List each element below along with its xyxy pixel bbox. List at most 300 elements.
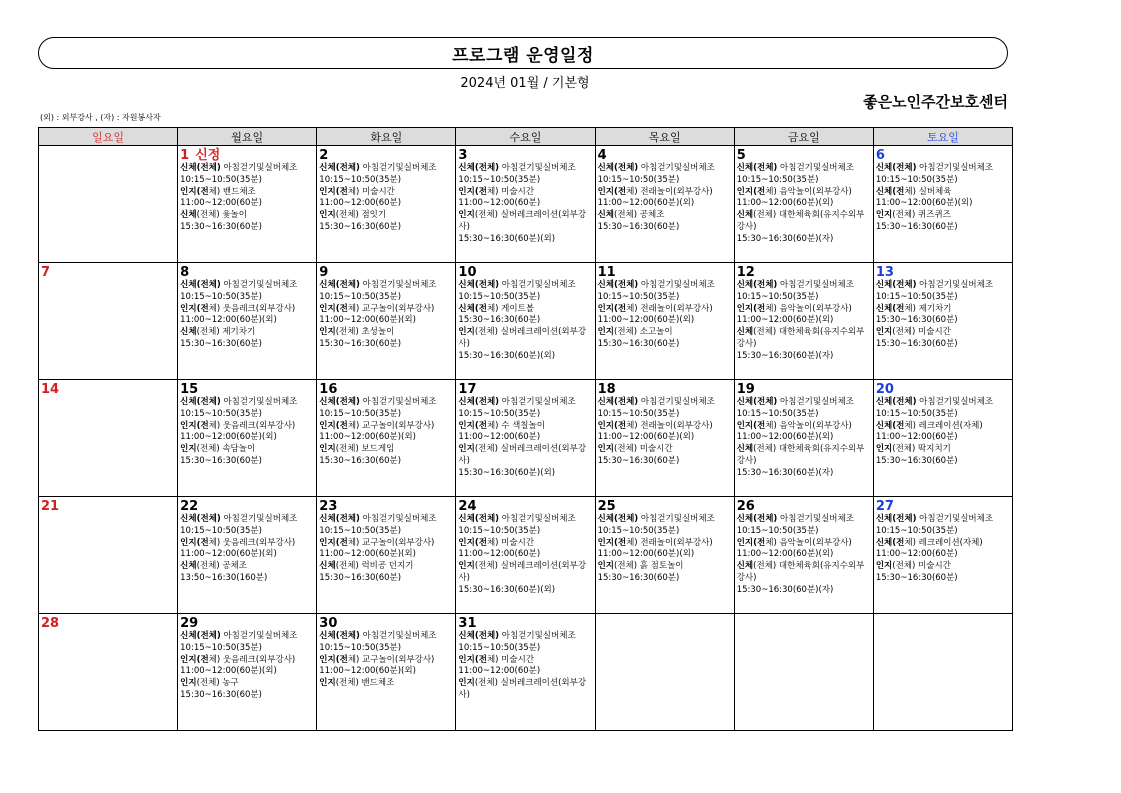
program-category: 인지(전 — [597, 537, 627, 548]
day-number — [876, 265, 1010, 280]
day-cell-thu — [595, 263, 734, 380]
program-time: 11:00~12:00(60분)(외) — [597, 198, 695, 209]
day-number — [41, 382, 175, 397]
program-category: 인지 — [458, 678, 475, 689]
program-name: 체) 게이트볼 — [486, 303, 535, 314]
day-number — [41, 616, 175, 631]
program-time: 10:15~10:50(35분) — [180, 642, 262, 653]
day-number — [41, 499, 175, 514]
program-category: 인지 — [458, 327, 475, 338]
day-number — [598, 148, 732, 163]
program-name: (전체) 농구 — [196, 678, 239, 689]
program-name: 아침걷기및실버체조 — [220, 631, 298, 641]
program-entry — [180, 444, 314, 456]
program-entry — [180, 304, 314, 316]
day-cell-sun — [39, 497, 178, 614]
program-name: (전체) 딱지치기 — [892, 444, 951, 455]
program-category: 인지(전 — [458, 420, 487, 431]
day-number — [458, 382, 592, 397]
program-name: 아침걷기및실버체조 — [916, 163, 994, 173]
day-cell-tue — [317, 380, 456, 497]
program-time: 15:30~16:30(60분) — [875, 338, 958, 349]
program-entry — [319, 561, 453, 573]
program-time: 11:00~12:00(60분)(외) — [180, 432, 277, 443]
program-category: 인지(전 — [736, 537, 766, 548]
program-time: 10:15~10:50(35분) — [736, 525, 819, 536]
program-time: 11:00~12:00(60분)(외) — [597, 315, 695, 326]
day-number — [180, 148, 314, 163]
program-entry — [319, 631, 453, 643]
program-time: 11:00~12:00(60분) — [875, 549, 958, 560]
program-entry — [737, 561, 871, 585]
day-number-value: 6 — [875, 148, 885, 163]
day-cell-wed — [456, 380, 595, 497]
day-number-value: 23 — [319, 499, 338, 514]
program-category: 인지 — [458, 561, 475, 572]
day-number-value: 28 — [41, 616, 60, 631]
program-name: (전체) 미술시간 — [614, 444, 673, 455]
program-name: 체) 밴드체조 — [208, 186, 256, 197]
day-cell-thu — [595, 614, 734, 731]
program-time: 15:30~16:30(60분)(자) — [736, 467, 834, 478]
program-category: 신체(전체) — [180, 514, 221, 524]
program-entry — [458, 444, 592, 468]
program-category: 신체(전체) — [597, 514, 639, 524]
day-number-value: 13 — [875, 265, 894, 280]
program-name: (전체) 퀴즈퀴즈 — [892, 210, 951, 221]
day-number — [737, 382, 871, 397]
day-number-value: 5 — [736, 148, 746, 163]
program-time: 11:00~12:00(60분)(외) — [736, 549, 834, 560]
program-entry — [737, 187, 871, 199]
program-time: 10:15~10:50(35분) — [736, 291, 819, 302]
program-entry — [319, 304, 453, 316]
program-name: (전체) 제기차기 — [196, 327, 256, 338]
program-category: 인지 — [180, 678, 197, 689]
program-name: (전체) 보드게임 — [335, 444, 395, 455]
program-time: 15:30~16:30(60분) — [180, 689, 262, 700]
program-entry — [598, 444, 732, 456]
program-category: 인지 — [458, 210, 475, 221]
program-name: 체) 음악놀이(외부강사) — [765, 186, 852, 197]
program-name: 체) 전래놀이(외부강사) — [626, 303, 713, 314]
day-number-value: 16 — [319, 382, 338, 397]
day-number-value: 25 — [597, 499, 616, 514]
program-entry — [319, 163, 453, 175]
program-category: 신체 — [736, 444, 754, 455]
program-name: 아침걷기및실버체조 — [638, 514, 715, 524]
day-number-value: 24 — [458, 499, 477, 514]
program-time: 11:00~12:00(60분)(외) — [597, 432, 695, 443]
program-entry — [458, 655, 592, 667]
day-cell-mon — [178, 497, 317, 614]
program-time: 11:00~12:00(60분)(외) — [180, 315, 277, 326]
program-time: 10:15~10:50(35분) — [180, 174, 262, 185]
day-cell-sun — [39, 263, 178, 380]
program-name: (전체) 대한체육회(유지수외부강사) — [736, 444, 865, 466]
program-entry — [180, 561, 314, 573]
program-name: 아침걷기및실버체조 — [499, 163, 576, 173]
program-name: (전체) 실버레크레이션(외부강사) — [458, 444, 587, 466]
day-cell-sat — [873, 146, 1012, 263]
program-entry — [180, 421, 314, 433]
program-name: 체) 미술시간 — [486, 186, 535, 197]
program-time: 11:00~12:00(60분) — [458, 198, 541, 209]
program-entry — [319, 327, 453, 339]
program-entry — [876, 538, 1010, 550]
program-time: 10:15~10:50(35분) — [875, 525, 958, 536]
program-entry — [458, 397, 592, 409]
program-name: 체) 음악놀이(외부강사) — [765, 303, 852, 314]
day-number — [319, 265, 453, 280]
program-entry — [458, 678, 592, 702]
program-category: 인지 — [875, 210, 893, 221]
program-entry — [876, 187, 1010, 199]
program-name: 아침걷기및실버체조 — [777, 397, 854, 407]
program-name: 아침걷기및실버체조 — [499, 514, 576, 524]
program-entry — [319, 210, 453, 222]
program-entry — [737, 538, 871, 550]
program-entry — [598, 187, 732, 199]
day-number-value: 19 — [736, 382, 755, 397]
day-cell-sun — [39, 614, 178, 731]
day-cell-mon — [178, 146, 317, 263]
day-cell-sat — [873, 263, 1012, 380]
day-cell-mon — [178, 614, 317, 731]
program-category: 신체(전체) — [319, 163, 360, 173]
program-category: 인지 — [458, 444, 475, 455]
program-entry — [180, 514, 314, 526]
program-category: 인지 — [597, 327, 614, 338]
program-category: 인지(전 — [180, 537, 209, 548]
program-category: 신체 — [736, 561, 754, 572]
day-number-value: 1 — [180, 148, 190, 163]
program-entry — [319, 187, 453, 199]
calendar-week-row — [39, 380, 1013, 497]
program-name: 아침걷기및실버체조 — [916, 514, 994, 524]
day-cell-fri — [734, 614, 873, 731]
program-name: 체) 교구놀이(외부강사) — [347, 537, 435, 548]
program-category: 신체 — [180, 210, 197, 221]
day-number — [737, 265, 871, 280]
program-time: 11:00~12:00(60분)(외) — [597, 549, 695, 560]
program-category: 인지 — [875, 561, 893, 572]
program-entry — [737, 280, 871, 292]
weekday-tue: 화요일 — [317, 128, 456, 146]
program-category: 신체(전체) — [597, 280, 639, 290]
program-name: (전체) 초성놀이 — [335, 327, 395, 338]
organization-name: 좋은노인주간보호센터 — [863, 93, 1008, 111]
program-entry — [737, 421, 871, 433]
program-time: 10:15~10:50(35분) — [597, 174, 680, 185]
program-entry — [458, 187, 592, 199]
program-entry — [876, 421, 1010, 433]
program-time: 11:00~12:00(60분) — [875, 432, 958, 443]
program-name: 아침걷기및실버체조 — [916, 280, 994, 290]
program-time: 10:15~10:50(35분) — [458, 408, 541, 419]
weekday-mon: 월요일 — [178, 128, 317, 146]
program-category: 신체(전체) — [180, 163, 221, 173]
program-entry — [876, 210, 1010, 222]
day-cell-fri — [734, 263, 873, 380]
program-category: 인지 — [319, 678, 336, 689]
program-category: 인지 — [597, 444, 614, 455]
program-category: 신체(전체) — [319, 280, 360, 290]
program-time: 15:30~16:30(60분)(자) — [736, 350, 834, 361]
program-name: 아침걷기및실버체조 — [220, 163, 298, 173]
program-category: 인지(전 — [736, 303, 766, 314]
day-cell-fri — [734, 497, 873, 614]
program-entry — [598, 304, 732, 316]
program-time: 15:30~16:30(60분) — [319, 338, 402, 349]
program-name: 아침걷기및실버체조 — [638, 280, 715, 290]
weekday-header-row — [39, 128, 1013, 146]
day-number — [180, 265, 314, 280]
program-time: 15:30~16:30(60분) — [458, 315, 541, 326]
program-name: 체) 교구놀이(외부강사) — [347, 654, 435, 665]
day-number-value: 11 — [597, 265, 616, 280]
program-entry — [319, 655, 453, 667]
day-number — [737, 148, 871, 163]
program-entry — [319, 421, 453, 433]
program-category: 신체(전 — [458, 303, 487, 314]
program-name: (전체) 대한체육회(유지수외부강사) — [736, 561, 865, 583]
day-number — [458, 616, 592, 631]
program-entry — [598, 538, 732, 550]
day-number — [598, 499, 732, 514]
program-category: 인지 — [319, 444, 336, 455]
program-entry — [876, 163, 1010, 175]
day-number — [876, 382, 1010, 397]
program-category: 신체(전체) — [736, 163, 778, 173]
program-name: (전체) 실버레크레이션(외부강사) — [458, 210, 587, 232]
program-name: (전체) 흙 점토놀이 — [614, 561, 684, 572]
page-subtitle: 2024년 01월 / 기본형 — [460, 76, 590, 91]
program-category: 인지(전 — [319, 420, 348, 431]
program-entry — [458, 280, 592, 292]
day-number — [458, 148, 592, 163]
program-entry — [598, 280, 732, 292]
day-cell-sun — [39, 146, 178, 263]
program-time: 15:30~16:30(60분) — [180, 221, 262, 232]
day-number-value: 12 — [736, 265, 755, 280]
program-name: 아침걷기및실버체조 — [359, 514, 437, 524]
program-time: 11:00~12:00(60분) — [458, 666, 541, 677]
day-cell-wed — [456, 614, 595, 731]
program-time: 11:00~12:00(60분)(외) — [736, 198, 834, 209]
day-cell-sat — [873, 614, 1012, 731]
program-name: 아침걷기및실버체조 — [499, 631, 576, 641]
program-name: 아침걷기및실버체조 — [499, 397, 576, 407]
program-entry — [876, 327, 1010, 339]
program-time: 10:15~10:50(35분) — [319, 525, 402, 536]
program-category: 인지(전 — [597, 420, 627, 431]
program-time: 15:30~16:30(60분) — [875, 572, 958, 583]
legend: (외) : 외부강사 , (자) : 자원봉사자 — [40, 113, 161, 122]
day-number-value: 14 — [41, 382, 60, 397]
program-time: 10:15~10:50(35분) — [458, 291, 541, 302]
program-name: 체) 웃음레크(외부강사) — [208, 420, 296, 431]
day-number-value: 29 — [180, 616, 199, 631]
program-entry — [876, 280, 1010, 292]
day-number-value: 2 — [319, 148, 329, 163]
program-name: 아침걷기및실버체조 — [359, 163, 437, 173]
program-entry — [319, 514, 453, 526]
program-category: 인지(전 — [180, 654, 209, 665]
program-name: 체) 전래놀이(외부강사) — [626, 186, 713, 197]
program-time: 15:30~16:30(60분)(자) — [736, 584, 834, 595]
program-category: 인지 — [597, 561, 614, 572]
program-name: 아침걷기및실버체조 — [777, 514, 854, 524]
program-category: 신체(전체) — [458, 514, 500, 524]
program-name: 체) 전래놀이(외부강사) — [626, 537, 713, 548]
program-entry — [180, 280, 314, 292]
program-name: (전체) 속담놀이 — [196, 444, 256, 455]
program-entry — [737, 514, 871, 526]
day-number-value: 18 — [597, 382, 616, 397]
program-entry — [876, 514, 1010, 526]
day-number — [598, 265, 732, 280]
program-name: 체) 미술시간 — [486, 654, 535, 665]
program-time: 10:15~10:50(35분) — [458, 642, 541, 653]
day-cell-fri — [734, 146, 873, 263]
weekday-wed: 수요일 — [456, 128, 595, 146]
program-name: 체) 전래놀이(외부강사) — [626, 420, 713, 431]
program-category: 인지(전 — [458, 654, 487, 665]
day-number — [876, 148, 1010, 163]
program-name: 체) 웃음레크(외부강사) — [208, 654, 296, 665]
program-category: 신체(전체) — [180, 397, 221, 407]
program-entry — [180, 538, 314, 550]
program-time: 11:00~12:00(60분) — [180, 198, 262, 209]
program-name: (전체) 공체조 — [196, 561, 247, 572]
program-time: 15:30~16:30(60분) — [875, 315, 958, 326]
program-name: (전체) 소고놀이 — [614, 327, 673, 338]
program-name: 체) 미술시간 — [347, 186, 395, 197]
program-time: 15:30~16:30(60분)(외) — [458, 467, 556, 478]
program-name: (전체) 실버레크레이션(외부강사) — [458, 678, 587, 700]
program-name: 체) 레크레이션(자체) — [904, 420, 983, 431]
day-cell-fri — [734, 380, 873, 497]
program-entry — [598, 561, 732, 573]
day-number-value: 15 — [180, 382, 199, 397]
program-name: (전체) 밴드체조 — [335, 678, 395, 689]
program-name: (전체) 대한체육회(유지수외부강사) — [736, 210, 865, 232]
calendar-table — [38, 127, 1013, 731]
day-number — [458, 499, 592, 514]
program-name: 아침걷기및실버체조 — [499, 280, 576, 290]
program-name: 아침걷기및실버체조 — [220, 397, 298, 407]
program-entry — [737, 210, 871, 234]
program-time: 15:30~16:30(60분) — [875, 221, 958, 232]
program-time: 10:15~10:50(35분) — [875, 174, 958, 185]
program-entry — [458, 210, 592, 234]
weekday-sun: 일요일 — [39, 128, 178, 146]
program-category: 인지(전 — [180, 186, 209, 197]
program-time: 10:15~10:50(35분) — [736, 174, 819, 185]
day-number — [180, 499, 314, 514]
program-name: 아침걷기및실버체조 — [916, 397, 994, 407]
day-cell-wed — [456, 146, 595, 263]
program-time: 11:00~12:00(60분) — [458, 549, 541, 560]
day-number — [41, 265, 175, 280]
program-entry — [598, 397, 732, 409]
day-cell-tue — [317, 497, 456, 614]
program-entry — [180, 631, 314, 643]
program-category: 신체(전 — [875, 420, 905, 431]
holiday-label: 신정 — [195, 148, 221, 163]
day-cell-thu — [595, 146, 734, 263]
program-name: 아침걷기및실버체조 — [638, 163, 715, 173]
day-cell-thu — [595, 380, 734, 497]
day-number — [458, 265, 592, 280]
program-category: 신체(전체) — [458, 397, 500, 407]
program-name: 체) 수 색칠놀이 — [486, 420, 545, 431]
program-name: 체) 레크레이션(자체) — [904, 537, 983, 548]
program-time: 11:00~12:00(60분) — [319, 198, 402, 209]
program-time: 10:15~10:50(35분) — [180, 408, 262, 419]
day-number — [319, 148, 453, 163]
program-name: 아침걷기및실버체조 — [359, 397, 437, 407]
calendar-week-row — [39, 497, 1013, 614]
program-category: 신체(전 — [875, 303, 905, 314]
program-category: 신체 — [736, 210, 754, 221]
program-time: 10:15~10:50(35분) — [180, 291, 262, 302]
program-entry — [737, 397, 871, 409]
day-number — [876, 499, 1010, 514]
weekday-sat: 토요일 — [873, 128, 1012, 146]
program-name: (전체) 공체조 — [614, 210, 665, 221]
program-entry — [737, 304, 871, 316]
program-entry — [598, 163, 732, 175]
program-time: 15:30~16:30(60분) — [875, 455, 958, 466]
program-name: 아침걷기및실버체조 — [220, 514, 298, 524]
program-time: 15:30~16:30(60분) — [180, 338, 262, 349]
program-time: 10:15~10:50(35분) — [180, 525, 262, 536]
program-name: 체) 교구놀이(외부강사) — [347, 303, 435, 314]
program-time: 15:30~16:30(60분)(자) — [736, 233, 834, 244]
program-entry — [458, 538, 592, 550]
program-category: 신체(전체) — [736, 397, 778, 407]
program-category: 인지(전 — [319, 537, 348, 548]
program-entry — [598, 327, 732, 339]
program-category: 신체 — [319, 561, 336, 572]
program-category: 인지 — [319, 327, 336, 338]
program-time: 15:30~16:30(60분) — [180, 455, 262, 466]
day-number-value: 7 — [41, 265, 51, 280]
program-category: 신체(전체) — [597, 397, 639, 407]
program-category: 신체(전체) — [458, 280, 500, 290]
day-number-value: 9 — [319, 265, 329, 280]
program-name: (전체) 점잇기 — [335, 210, 387, 221]
program-time: 11:00~12:00(60분)(외) — [736, 432, 834, 443]
day-number — [598, 382, 732, 397]
day-number-value: 30 — [319, 616, 338, 631]
day-number-value: 20 — [875, 382, 894, 397]
day-number-value: 27 — [875, 499, 894, 514]
program-time: 15:30~16:30(60분) — [319, 221, 402, 232]
program-entry — [319, 678, 453, 690]
program-time: 15:30~16:30(60분) — [319, 572, 402, 583]
program-time: 10:15~10:50(35분) — [875, 408, 958, 419]
day-number — [319, 499, 453, 514]
day-number-value: 3 — [458, 148, 468, 163]
day-number-value: 17 — [458, 382, 477, 397]
program-time: 11:00~12:00(60분)(외) — [736, 315, 834, 326]
program-category: 인지 — [180, 444, 197, 455]
program-category: 신체(전체) — [319, 631, 360, 641]
program-category: 인지(전 — [319, 303, 348, 314]
